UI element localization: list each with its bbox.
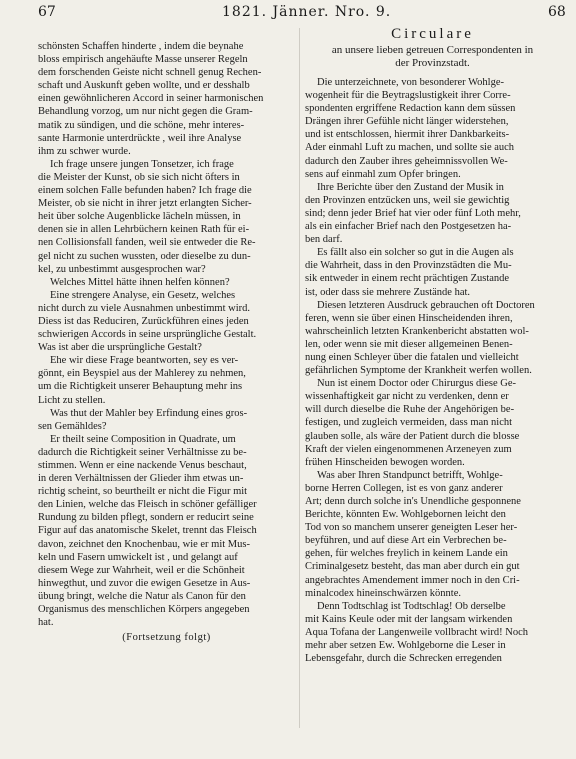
text-line: Was thut der Mahler bey Erfindung eines gros- bbox=[50, 407, 248, 419]
circular-subtitle-line-2: der Provinzstadt. bbox=[395, 57, 470, 69]
text-line: den Provinzen entzücken uns, weil sie gewichtig bbox=[305, 194, 510, 206]
text-line: dadurch die Richtigkeit seiner Verhältnisse zu be- bbox=[38, 446, 247, 458]
text-line: hat. bbox=[38, 617, 54, 629]
text-line: dem forschenden Geiste nicht schnell genug Rechen- bbox=[38, 67, 262, 79]
text-line: sante Harmonie unterdrückte , weil ihre Analyse bbox=[38, 132, 242, 144]
text-line: davon, zeichnet den Knochenbau, wie er mit Mus- bbox=[38, 538, 250, 550]
text-line: Behandlung vorzog, um nur nicht gegen die Gram- bbox=[38, 106, 253, 118]
text-line: Rundung zu bilden pflegt, sondern er reducirt seine bbox=[38, 512, 254, 524]
text-line: wissenhaftigkeit gar nicht zu verdenken, denn er bbox=[305, 391, 509, 403]
text-line: will durch dieselbe die Ruhe der Angehörigen be- bbox=[305, 404, 515, 416]
text-line: Kraft der vielen eingenommenen Arzeneyen zum bbox=[305, 443, 512, 455]
text-line: richtig scheint, so beurtheilt er nicht die Figur mit bbox=[38, 486, 248, 498]
text-line: denen sie in allen Lehrbüchern keinen Rath für ei- bbox=[38, 224, 250, 236]
text-line: glauben solle, als wäre der Patient durch die blosse bbox=[305, 430, 520, 442]
text-line: stimmen. Wenn er eine nackende Venus beschaut, bbox=[38, 460, 247, 471]
text-line: ben darf. bbox=[305, 234, 343, 246]
text-line: schwierigen Accords in seine ursprüngliche Gestalt. bbox=[38, 329, 257, 341]
text-line: übung bringt, welche die Natur als Canon für den bbox=[38, 590, 246, 602]
text-line: Was ist aber die ursprüngliche Gestalt? bbox=[38, 342, 202, 354]
page-number-left: 67 bbox=[38, 4, 56, 20]
text-line: schaft und Auskunft geben wollte, und er desshalb bbox=[38, 80, 250, 92]
text-line: und ist entschlossen, hiermit ihrer Dankbarkeits- bbox=[305, 129, 510, 141]
text-line: Welches Mittel hätte ihnen helfen können? bbox=[50, 276, 230, 288]
text-line: gehen, für welches freylich in keinem Lande ein bbox=[305, 548, 508, 560]
text-line: ihm zu schwer wurde. bbox=[38, 145, 131, 157]
text-line: Diesen letzteren Ausdruck gebrauchen oft Doctoren bbox=[317, 299, 535, 311]
text-line: Er theilt seine Composition in Quadrate, um bbox=[50, 433, 236, 445]
text-line: Licht zu stellen. bbox=[38, 394, 106, 406]
text-line: nung einen Schleyer über die fatalen und vielleicht bbox=[305, 351, 519, 363]
text-line: len, oder wenn sie mit dieser allgemeinen Benen- bbox=[305, 338, 513, 350]
text-line: Ader einmahl Luft zu machen, und sollte sie auch bbox=[305, 142, 515, 154]
text-line: einem solchen Falle befunden haben? Ich frage die bbox=[38, 185, 252, 197]
text-line: gönnt, ein Beyspiel aus der Mahlerey zu nehmen, bbox=[38, 368, 246, 380]
column-divider bbox=[299, 28, 300, 728]
circular-subtitle-line-1: an unsere lieben getreuen Correspondenten in bbox=[331, 44, 534, 56]
text-line: festigen, und zugleich vermeiden, dass man nicht bbox=[305, 417, 513, 429]
text-line: sik entweder in einem recht prächtigen Zustande bbox=[305, 273, 510, 285]
text-line: Ehe wir diese Frage beantworten, sey es ver- bbox=[50, 355, 239, 367]
text-line: hinwegthut, und zuvor die ewigen Gesetze in Aus- bbox=[38, 577, 251, 589]
text-line: wogenheit für die Beytragslustigkeit ihrer Corre- bbox=[305, 90, 511, 102]
text-line: angebrachtes Amendement immer noch in den Cri- bbox=[305, 574, 520, 586]
text-line: Ich frage unsere jungen Tonsetzer, ich frage bbox=[50, 158, 234, 170]
text-line: nicht durch zu viele Ausnahmen unbestimmt wird. bbox=[38, 302, 250, 314]
text-line: Eine strengere Analyse, ein Gesetz, welches bbox=[50, 289, 236, 301]
text-line: gefährlichen Symptome der Krankheit werfen wollen. bbox=[305, 365, 532, 377]
text-line: sen Gemähldes? bbox=[38, 420, 107, 432]
text-line: feren, wenn sie über einen Hinscheidenden ihren, bbox=[305, 312, 513, 324]
text-line: heit über solche Augenblicke lächeln müssen, in bbox=[38, 211, 241, 223]
text-line: den Linien, welche das Fleisch in schöner gefälliger bbox=[38, 499, 257, 511]
text-line: Nun ist einem Doctor oder Chirurgus diese Ge- bbox=[317, 378, 516, 390]
text-line: Ihre Berichte über den Zustand der Musik in bbox=[317, 181, 504, 193]
text-line: mit Kains Keule oder mit der langsam wirkenden bbox=[305, 613, 513, 625]
text-line: Art; denn durch solche in's Unendliche gesponnene bbox=[305, 496, 521, 507]
right-column bbox=[305, 26, 560, 720]
text-line: ist, oder dass sie mehrere Zustände hat. bbox=[305, 286, 471, 298]
page-number-right: 68 bbox=[548, 4, 566, 20]
text-line: kel, zu unbestimmt ausgesprochen war? bbox=[38, 263, 206, 275]
text-line: Tod von so manchem unserer geneigten Leser her- bbox=[305, 522, 518, 534]
text-line: Berichte, könnten Ew. Wohlgebornen leicht den bbox=[305, 509, 506, 521]
text-line: keln und Fasern umwickelt ist , und gelangt auf bbox=[38, 551, 238, 563]
running-head: 1821. Jänner. Nro. 9. bbox=[222, 4, 392, 20]
text-line: Organismus des menschlichen Körpers angegeben bbox=[38, 604, 250, 616]
text-line: spondenten ergriffene Redaction kann dem süssen bbox=[305, 103, 516, 115]
text-line: mehr aber setzen Ew. Wohlgeborne die Leser in bbox=[305, 640, 506, 652]
continuation-note: (Fortsetzung folgt) bbox=[122, 632, 211, 644]
right-column-body bbox=[305, 76, 560, 665]
text-line: Was aber Ihren Standpunct betrifft, Wohlge- bbox=[317, 469, 503, 481]
text-line: gel nicht zu suchen wussten, oder dieselbe zu dun- bbox=[38, 250, 251, 262]
text-line: Die unterzeichnete, von besonderer Wohlge- bbox=[317, 77, 505, 88]
circular-subtitle bbox=[305, 44, 560, 70]
text-line: beyführen, und auf diese Art ein Verbrechen be- bbox=[305, 535, 507, 547]
text-line: einen gewöhnlicheren Accord in seiner harmonischen bbox=[38, 93, 264, 105]
text-line: sind; denn jeder Brief hat vier oder fünf Loth mehr, bbox=[305, 207, 521, 219]
text-line: matik zu sündigen, und die schöne, mehr interes- bbox=[38, 119, 245, 131]
text-line: Drängen ihrer Gefühle nicht länger widerstehen, bbox=[305, 116, 509, 128]
text-line: Criminalgesetz besteht, das man aber durch ein gut bbox=[305, 561, 520, 573]
text-line: die Wahrheit, dass in den Provinzstädten die Mu- bbox=[305, 260, 512, 272]
text-line: borne Herren Collegen, ist es von ganz anderer bbox=[305, 482, 503, 494]
text-line: um die Richtigkeit unserer Behauptung mehr ins bbox=[38, 381, 243, 393]
text-line: Diess ist das Reduciren, Zurückführen eines jeden bbox=[38, 315, 249, 327]
text-line: Lebensgefahr, durch die Schrecken erregenden bbox=[305, 653, 502, 665]
circular-title: Circulare bbox=[391, 26, 474, 42]
page-header bbox=[0, 2, 576, 22]
left-column bbox=[38, 40, 295, 720]
text-line: schönsten Schaffen hinderte , indem die beynahe bbox=[38, 41, 244, 52]
text-line: Es fällt also ein solcher so gut in die Augen als bbox=[317, 247, 514, 259]
text-line: als ein einfacher Brief nach den Postgesetzen ha- bbox=[305, 221, 512, 233]
text-line: Meister, ob sie nicht in ihrer jetzt erlangten Sicher- bbox=[38, 198, 252, 210]
text-line: wahrscheinlich letzten Krankenbericht abstatten wol- bbox=[305, 325, 529, 337]
text-line: bloss empirisch angehäufte Masse unserer Regeln bbox=[38, 54, 248, 66]
text-line: die Meister der Kunst, ob sie sich nicht öfters in bbox=[38, 171, 240, 183]
text-line: frühen Hinscheiden bewogen worden. bbox=[305, 456, 465, 468]
text-line: diesem Wege zur Wahrheit, weil er die Schönheit bbox=[38, 564, 245, 576]
text-line: sens auf einmahl zum Opfer bringen. bbox=[305, 168, 461, 180]
text-line: Aqua Tofana der Langenweile vollbracht wird! Noch bbox=[305, 626, 528, 638]
text-line: Figur auf das anatomische Skelet, trennt das Fleisch bbox=[38, 525, 257, 537]
text-line: nen Collisionsfall fanden, weil sie entweder die Re- bbox=[38, 237, 256, 249]
text-line: Denn Todtschlag ist Todtschlag! Ob derselbe bbox=[317, 600, 506, 612]
text-line: dadurch den Zauber ihres geheimnissvollen We- bbox=[305, 155, 508, 167]
text-line: in deren Verhältnissen der Glieder ihm etwas un- bbox=[38, 473, 244, 485]
text-line: minalcodex hineinschwärzen könnte. bbox=[305, 587, 461, 599]
